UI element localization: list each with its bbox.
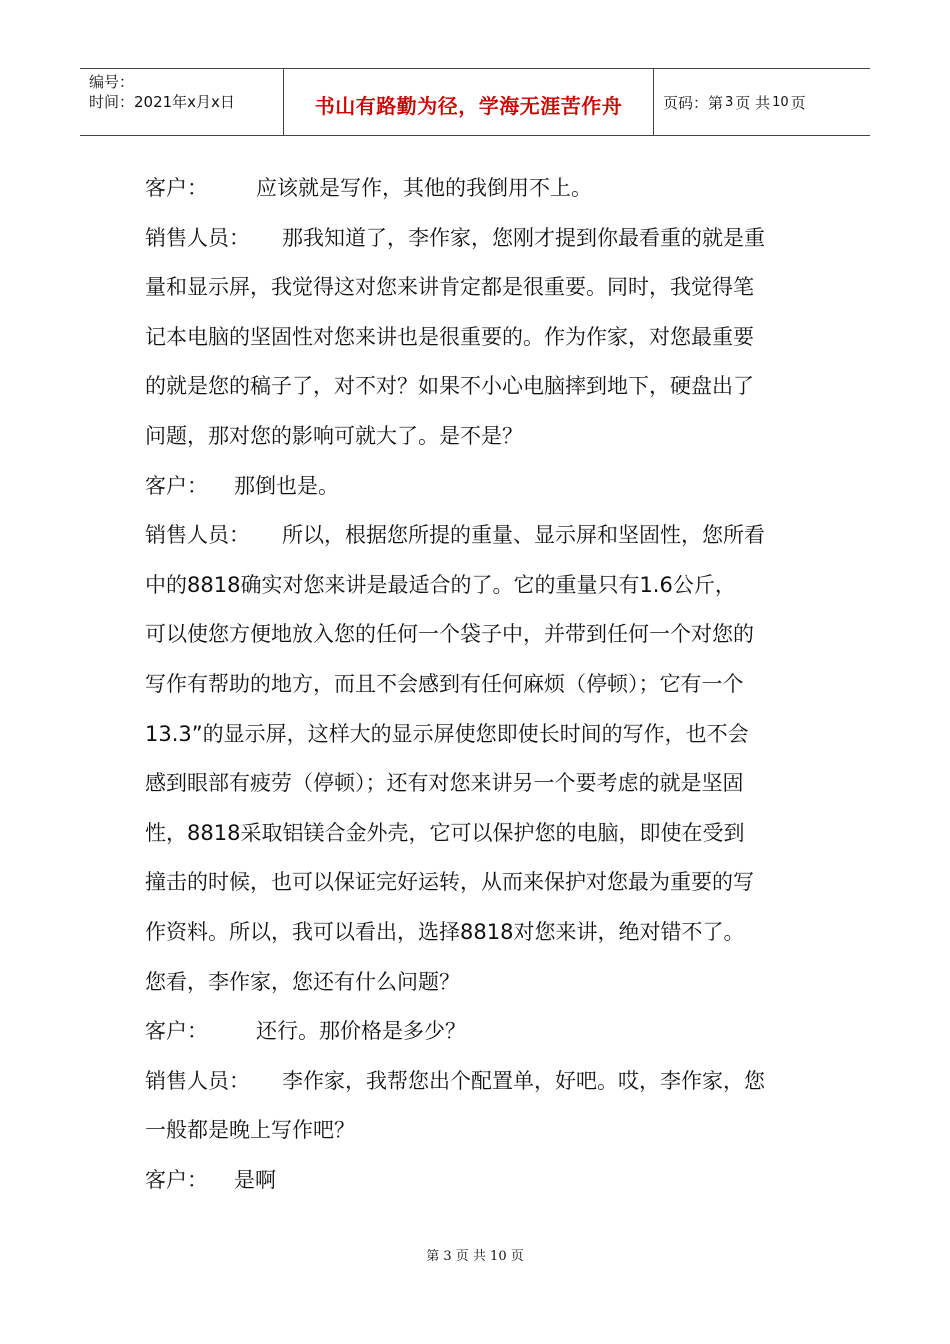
dialogue-text: 那倒也是。	[234, 473, 339, 498]
dialogue-line	[145, 610, 815, 660]
speaker-sales: 销售人员：	[145, 1068, 250, 1093]
page-label-prefix: 页码：第	[663, 93, 724, 112]
dialogue-line	[145, 561, 815, 611]
dialogue-line	[145, 511, 815, 561]
dialogue-text: 还行。那价格是多少？	[256, 1019, 466, 1044]
page-label-suffix: 页	[790, 93, 806, 112]
dialogue-text: 一般都是晚上写作吧？	[145, 1118, 355, 1143]
speaker-sales: 销售人员：	[145, 225, 250, 250]
dialogue-text: 感到眼部有疲劳（停顿）；还有对您来讲另一个要考虑的就是坚固	[145, 771, 744, 796]
dialogue-text: 您看，李作家，您还有什么问题？	[145, 969, 460, 994]
dialogue-text: 那我知道了，李作家，您刚才提到你最看重的就是重	[282, 225, 765, 250]
page-current: 3	[725, 94, 734, 110]
dialogue-line	[145, 313, 815, 363]
document-date: 时间：2021年x月x日	[89, 93, 235, 111]
dialogue-text: 问题，那对您的影响可就大了。是不是？	[145, 423, 523, 448]
dialogue-line	[145, 759, 815, 809]
speaker-customer: 客户：	[145, 1019, 208, 1044]
dialogue-line	[145, 710, 815, 760]
dialogue-text: 是啊	[234, 1167, 276, 1192]
speaker-customer: 客户：	[145, 176, 208, 200]
dialogue-line	[145, 1007, 815, 1057]
dialogue-line	[145, 1057, 815, 1107]
dialogue-text: 中的8818确实对您来讲是最适合的了。它的重量只有1.6公斤，	[145, 572, 736, 597]
dialogue-line	[145, 958, 815, 1008]
dialogue-line	[145, 462, 815, 512]
dialogue-text: 13.3”的显示屏，这样大的显示屏使您即使长时间的写作，也不会	[145, 721, 749, 746]
header-meta	[80, 69, 283, 135]
dialogue-text: 记本电脑的坚固性对您来讲也是很重要的。作为作家，对您最重要	[145, 324, 754, 349]
dialogue-line	[145, 1156, 815, 1206]
dialogue-text: 应该就是写作，其他的我倒用不上。	[256, 176, 592, 200]
page-label-mid: 页 共	[735, 93, 771, 112]
dialogue-line	[145, 660, 815, 710]
dialogue-line	[145, 1106, 815, 1156]
speaker-customer: 客户：	[145, 473, 208, 498]
page-footer: 第 3 页 共 10 页	[426, 1249, 524, 1264]
dialogue-line	[145, 908, 815, 958]
dialogue-body	[145, 164, 815, 1205]
dialogue-text: 写作有帮助的地方，而且不会感到有任何麻烦（停顿）；它有一个	[145, 671, 744, 696]
dialogue-text: 的就是您的稿子了，对不对？如果不小心电脑摔到地下，硬盘出了	[145, 374, 754, 399]
header-motto-cell	[283, 69, 654, 135]
dialogue-line	[145, 263, 815, 313]
dialogue-text: 撞击的时候，也可以保证完好运转，从而来保护对您最为重要的写	[145, 870, 754, 895]
dialogue-line	[145, 412, 815, 462]
dialogue-text: 李作家，我帮您出个配置单，好吧。哎，李作家，您	[282, 1068, 765, 1093]
dialogue-text: 性，8818采取铝镁合金外壳，它可以保护您的电脑，即使在受到	[145, 820, 745, 845]
dialogue-line	[145, 809, 815, 859]
document-number-label: 编号：	[89, 73, 135, 91]
dialogue-line	[145, 362, 815, 412]
dialogue-line	[145, 858, 815, 908]
dialogue-line	[145, 164, 815, 214]
dialogue-text: 作资料。所以，我可以看出，选择8818对您来讲，绝对错不了。	[145, 919, 745, 944]
dialogue-text: 可以使您方便地放入您的任何一个袋子中，并带到任何一个对您的	[145, 622, 754, 647]
dialogue-text: 量和显示屏，我觉得这对您来讲肯定都是很重要。同时，我觉得笔	[145, 275, 754, 300]
page-total: 10	[772, 94, 789, 110]
header-page-info	[654, 69, 870, 135]
header-motto: 书山有路勤为径，学海无涯苦作舟	[314, 93, 623, 118]
dialogue-text: 所以，根据您所提的重量、显示屏和坚固性，您所看	[282, 523, 765, 548]
dialogue-line	[145, 214, 815, 264]
speaker-customer: 客户：	[145, 1167, 208, 1192]
document-header	[80, 68, 870, 136]
speaker-sales: 销售人员：	[145, 523, 250, 548]
